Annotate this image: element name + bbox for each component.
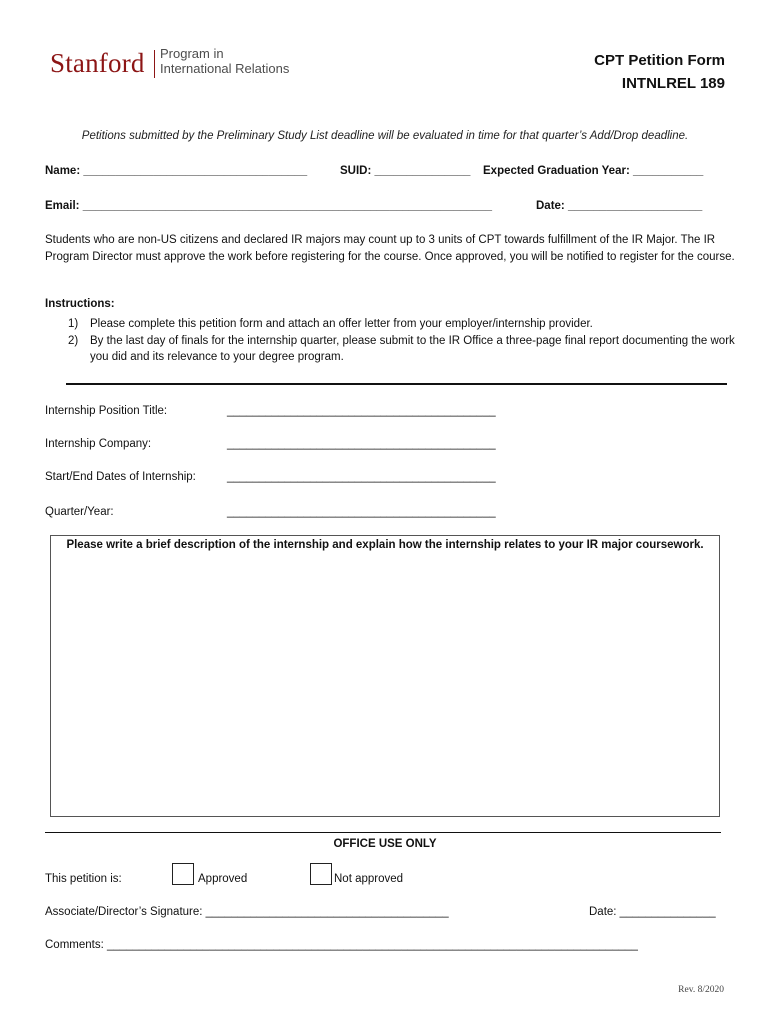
company-input[interactable]: __________________________________________	[227, 438, 496, 450]
date-field[interactable]: Date: _____________________	[536, 200, 703, 212]
internship-description-textarea[interactable]	[50, 535, 720, 817]
email-field[interactable]: Email: ________________________________________________________________	[45, 200, 493, 212]
office-use-title: OFFICE USE ONLY	[333, 838, 437, 850]
dates-label: Start/End Dates of Internship:	[45, 471, 196, 483]
position-title-input[interactable]: __________________________________________	[227, 405, 496, 417]
name-field[interactable]: Name: ___________________________________	[45, 165, 308, 177]
instructions-list	[45, 316, 735, 366]
company-label: Internship Company:	[45, 438, 152, 450]
form-title: CPT Petition Form	[594, 52, 725, 69]
quarter-year-input[interactable]: __________________________________________	[227, 506, 496, 518]
instruction-item	[45, 316, 735, 333]
instruction-text: Please complete this petition form and attach an offer letter from your employer/internship provider.	[90, 318, 593, 330]
signature-field[interactable]: Associate/Director’s Signature: ______________________________________	[45, 906, 449, 918]
revision-note: Rev. 8/2020	[678, 985, 724, 995]
logo-program-line1: Program in	[160, 46, 224, 61]
dates-input[interactable]: __________________________________________	[227, 471, 496, 483]
instructions-heading: Instructions:	[45, 298, 115, 310]
quarter-year-label: Quarter/Year:	[45, 506, 114, 518]
office-date-field[interactable]: Date: _______________	[589, 906, 716, 918]
not-approved-checkbox[interactable]	[310, 863, 332, 885]
office-use-divider	[45, 832, 721, 833]
description-prompt: Please write a brief description of the internship and explain how the internship relates to your IR major coursework.	[66, 539, 704, 551]
petition-status-label: This petition is:	[45, 873, 122, 885]
comments-field[interactable]: Comments: ___________________________________________________________________________________	[45, 939, 638, 951]
instruction-text: By the last day of finals for the internship quarter, please submit to the IR Office a three-page final report documenting the work you did and its relevance to your degree program.	[90, 334, 735, 363]
course-code: INTNLREL 189	[621, 75, 725, 92]
logo-program-line2: International Relations	[160, 61, 290, 76]
approved-label: Approved	[198, 873, 248, 885]
suid-field[interactable]: SUID: _______________	[340, 165, 471, 177]
deadline-notice: Petitions submitted by the Preliminary Study List deadline will be evaluated in time for that quarter’s Add/Drop deadline.	[81, 130, 689, 142]
approved-checkbox[interactable]	[172, 863, 194, 885]
instruction-number: 2)	[68, 334, 79, 347]
position-title-label: Internship Position Title:	[45, 405, 168, 417]
graduation-year-field[interactable]: Expected Graduation Year: ___________	[483, 165, 704, 177]
instruction-number: 1)	[68, 318, 79, 330]
section-divider	[66, 383, 727, 385]
not-approved-label: Not approved	[334, 873, 404, 885]
instruction-item	[45, 333, 735, 366]
eligibility-paragraph: Students who are non-US citizens and declared IR majors may count up to 3 units of CPT towards fulfillment of the IR Major. The IR Program Director must approve the work before registering for the course. Once approved, you will be notified to register for the course.	[45, 234, 735, 263]
stanford-logo-wordmark: Stanford	[50, 48, 145, 78]
logo-divider	[154, 50, 155, 78]
